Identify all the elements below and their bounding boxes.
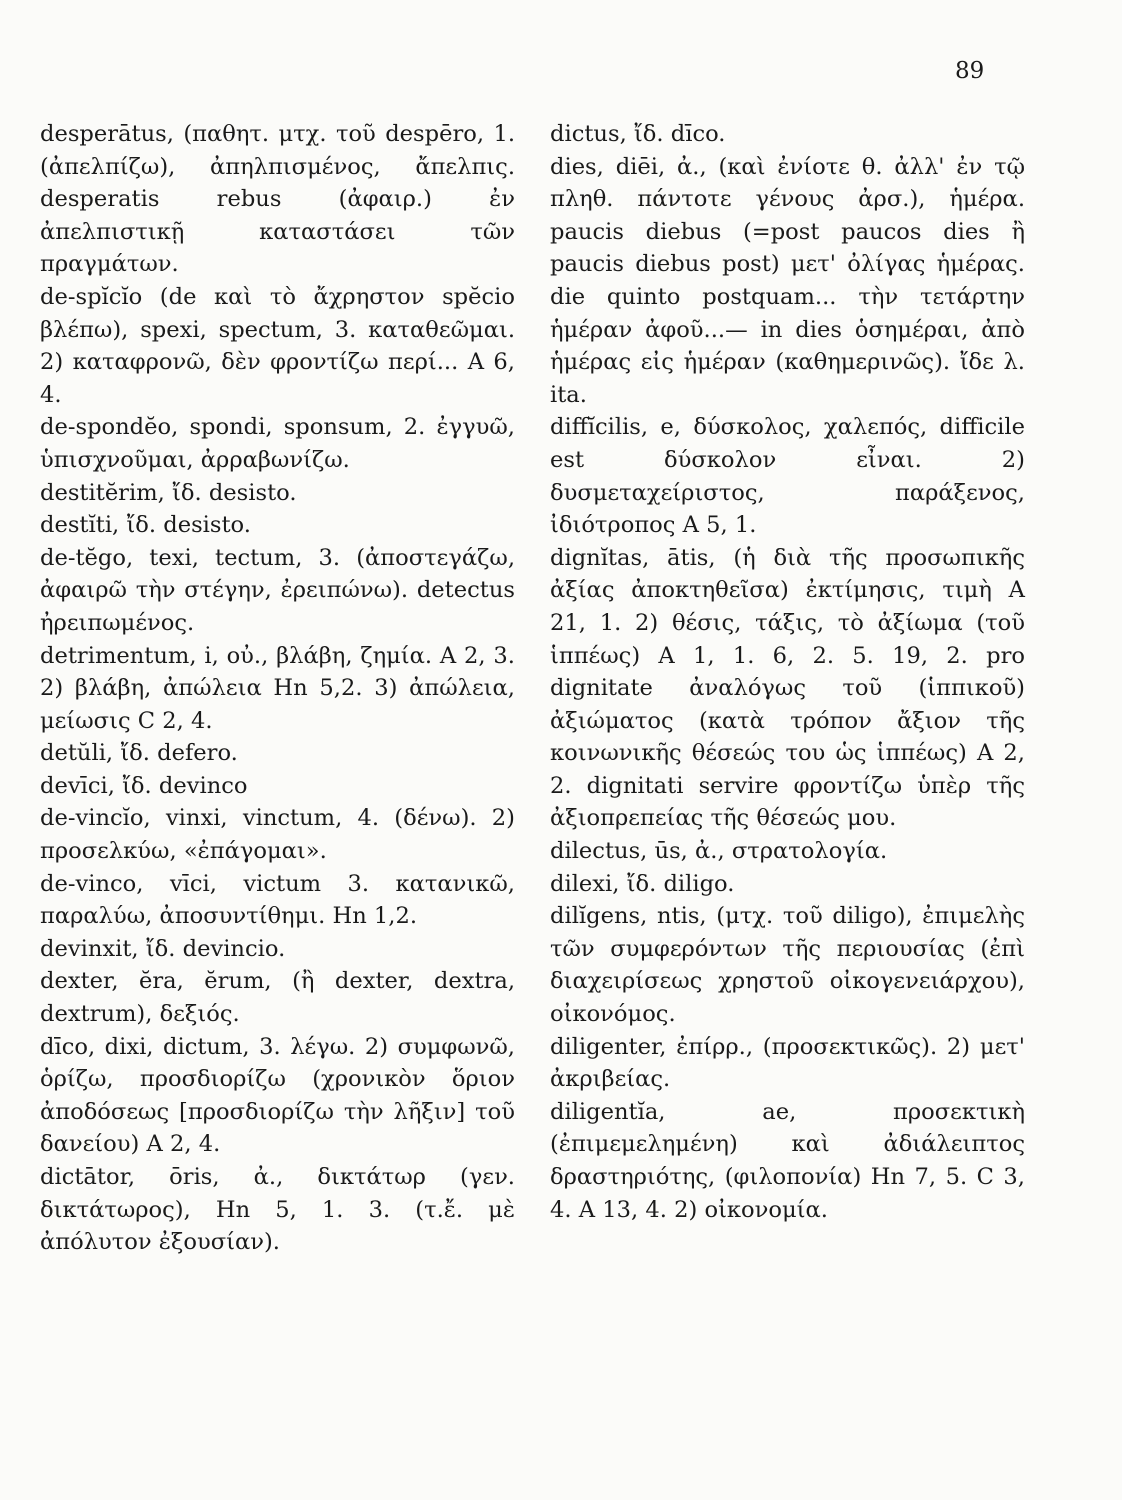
dictionary-entry: de-vincĭo, vinxi, vinctum, 4. (δένω). 2) προσελκύω, «ἐπάγομαι».	[40, 805, 515, 865]
dictionary-entry: dignĭtas, ātis, (ἡ διὰ τῆς προσωπικῆς ἀξίας ἀποκτηθεῖσα) ἐκτίμησις, τιμὴ A 21, 1. 2) θέσις, τάξις, τὸ ἀξίωμα (τοῦ ἱππέως) A 1, 1. 6, 2. 5. 19, 2. pro dignitate ἀναλόγως τοῦ (ἱππικοῦ) ἀξιώματος (κατὰ τρόπον ἄξιον τῆς κοινωνικῆς θέσεώς του ὡς ἱππέως) A 2, 2. dignitati servire φροντίζω ὑπὲρ τῆς ἀξιοπρεπείας τῆς θέσεώς μου.	[550, 544, 1025, 832]
dictionary-entry: desperātus, (παθητ. μτχ. τοῦ despēro, 1. (ἀπελπίζω), ἀπηλπισμένος, ἄπελπις. desperatis rebus (ἀφαιρ.) ἐν ἀπελπιστικῇ καταστάσει τῶν πραγμάτων.	[40, 121, 515, 278]
dictionary-entry: diffĭcilis, e, δύσκολος, χαλεπός, difficile est δύσκολον εἶναι. 2) δυσμεταχείριστος, παράξενος, ἰδιότροπος A 5, 1.	[550, 414, 1025, 539]
dictionary-entry: detrimentum, i, οὐ., βλάβη, ζημία. A 2, 3. 2) βλάβη, ἀπώλεια Hn 5,2. 3) ἀπώλεια, μείωσις C 2, 4.	[40, 642, 515, 734]
dictionary-entry: dilectus, ūs, ἀ., στρατολογία.	[550, 838, 888, 865]
dictionary-entry: dies, diēi, ἀ., (καὶ ἐνίοτε θ. ἀλλ' ἐν τῷ πληθ. πάντοτε γένους ἀρσ.), ἡμέρα. paucis diebus (=post paucos dies ἢ paucis diebus post) μετ' ὀλίγας ἡμέρας. die quinto postquam... τὴν τετάρτην ἡμέραν ἀφοῦ...— in dies ὁσημέραι, ἀπὸ ἡμέρας εἰς ἡμέραν (καθημερινῶς). ἴδε λ. ita.	[550, 153, 1025, 408]
dictionary-entry: de-tĕgo, texi, tectum, 3. (ἀποστεγάζω, ἀφαιρῶ τὴν στέγην, ἐρειπώνω). detectus ἠρειπωμένος.	[40, 544, 515, 636]
dictionary-entry: devīci, ἴδ. devinco	[40, 772, 248, 799]
dictionary-entry: dilĭgens, ntis, (μτχ. τοῦ diligo), ἐπιμελὴς τῶν συμφερόντων τῆς περιουσίας (ἐπὶ διαχειρίσεως χρηστοῦ οἰκογενειάρχου), οἰκονόμος.	[550, 903, 1025, 1028]
dictionary-entry: diligenter, ἐπίρρ., (προσεκτικῶς). 2) μετ' ἀκριβείας.	[550, 1033, 1025, 1093]
dictionary-entry: de-spondĕo, spondi, sponsum, 2. ἐγγυῶ, ὑπισχνοῦμαι, ἀρραβωνίζω.	[40, 414, 515, 473]
dictionary-entry: dilexi, ἴδ. diligo.	[550, 870, 735, 897]
dictionary-entry: dictātor, ōris, ἀ., δικτάτωρ (γεν. δικτάτωρος), Hn 5, 1. 3. (τ.ἔ. μὲ ἀπόλυτον ἐξουσίαν).	[40, 1164, 515, 1256]
left-column	[40, 118, 515, 1259]
right-column	[550, 118, 1025, 1226]
dictionary-entry: devinxit, ἴδ. devincio.	[40, 935, 286, 962]
dictionary-entry: destĭti, ἴδ. desisto.	[40, 512, 251, 539]
dictionary-entry: diligentĭa, ae, προσεκτικὴ (ἐπιμεμελημένη) καὶ ἀδιάλειπτος δραστηριότης, (φιλοπονία) Hn 7, 5. C 3, 4. A 13, 4. 2) οἰκονομία.	[550, 1098, 1025, 1223]
page-number: 89	[955, 58, 985, 84]
dictionary-entry: detŭli, ἴδ. defero.	[40, 740, 238, 767]
dictionary-entry: dīco, dixi, dictum, 3. λέγω. 2) συμφωνῶ, ὁρίζω, προσδιορίζω (χρονικὸν ὅριον ἀποδόσεως [προσδιορίζω τὴν λῆξιν] τοῦ δανείου) A 2, 4.	[40, 1033, 515, 1158]
dictionary-entry: destitĕrim, ἴδ. desisto.	[40, 479, 297, 506]
dictionary-entry: dictus, ἴδ. dīco.	[550, 121, 726, 147]
dictionary-entry: de-vinco, vīci, victum 3. κατανικῶ, παραλύω, ἀποσυντίθημι. Hn 1,2.	[40, 870, 515, 930]
dictionary-entry: de-spĭcĭo (de καὶ τὸ ἄχρηστον spĕcio βλέπω), spexi, spectum, 3. καταθεῶμαι. 2) καταφρονῶ, δὲν φροντίζω περί... A 6, 4.	[40, 283, 515, 408]
dictionary-entry: dexter, ĕra, ĕrum, (ἢ dexter, dextra, dextrum), δεξιός.	[40, 968, 515, 1028]
